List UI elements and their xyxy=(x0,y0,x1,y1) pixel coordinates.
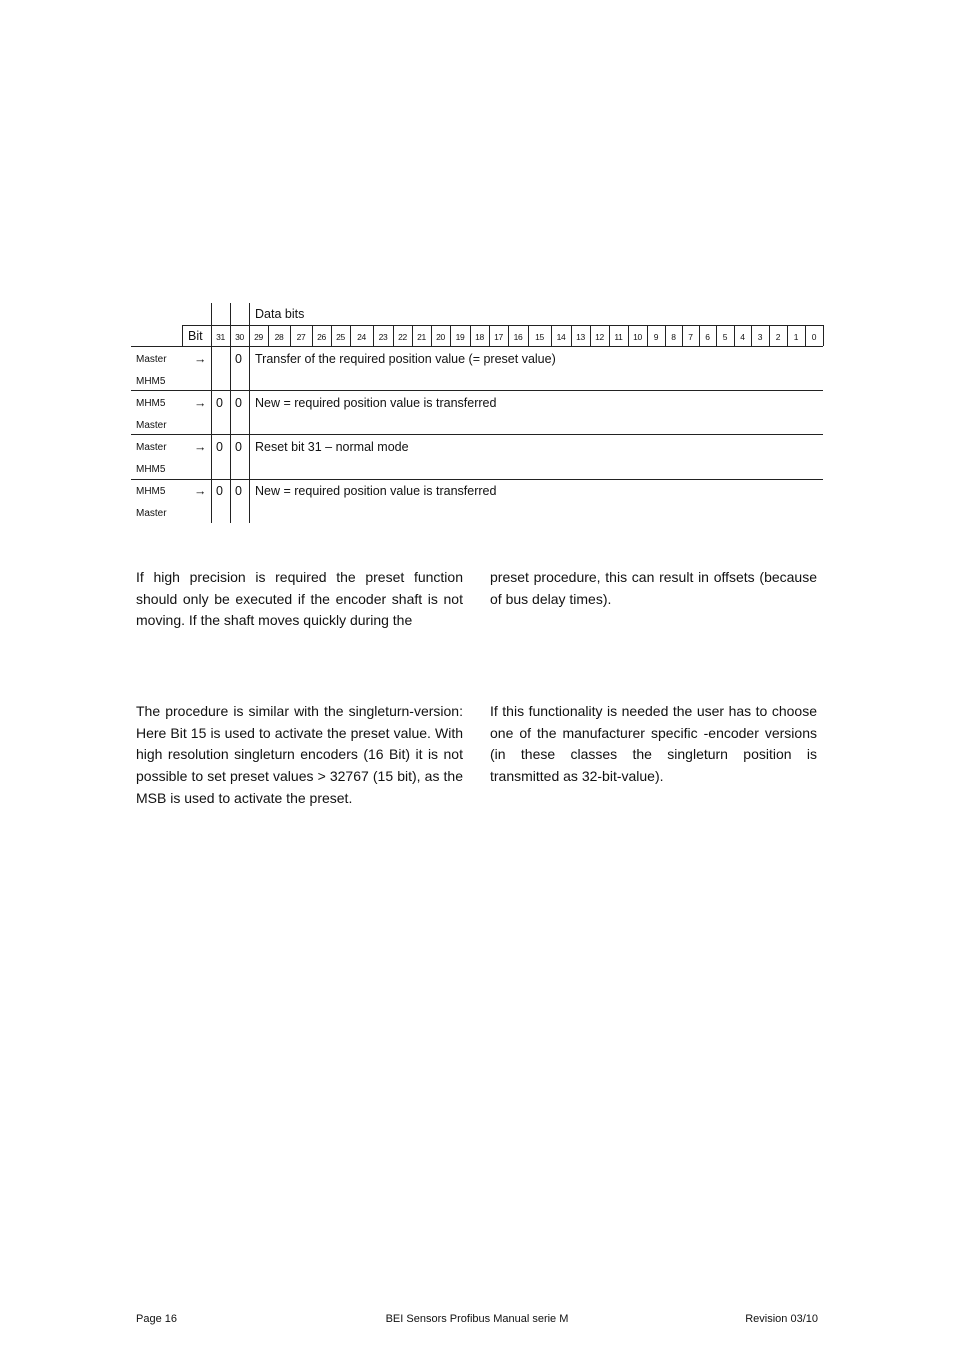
row-description: Transfer of the required position value (= preset value) xyxy=(255,352,556,366)
bit-number-label: 4 xyxy=(740,332,745,342)
row-to: Master xyxy=(136,420,167,431)
row-from: MHM5 xyxy=(136,398,166,409)
row-from: Master xyxy=(136,442,167,453)
bit-number-label: 5 xyxy=(722,332,728,342)
bit-number-label: 13 xyxy=(576,332,585,342)
bit30-value: 0 xyxy=(235,484,242,498)
bit-number-label: 18 xyxy=(475,332,484,342)
bit-number-label: 1 xyxy=(793,332,799,342)
row-divider xyxy=(131,390,823,391)
row-to: MHM5 xyxy=(136,376,166,387)
bit31-value: 0 xyxy=(216,440,223,454)
bit-number-label: 20 xyxy=(436,332,445,342)
bit30-value: 0 xyxy=(235,352,242,366)
row-to: Master xyxy=(136,508,167,519)
bit-number-label: 9 xyxy=(653,332,659,342)
row-from: Master xyxy=(136,354,167,365)
bit-header: Bit xyxy=(188,329,203,343)
bit-number-label: 8 xyxy=(671,332,676,342)
bit-number-label: 31 xyxy=(216,332,225,342)
footer-title: BEI Sensors Profibus Manual serie M xyxy=(385,1313,569,1325)
bit-number-label: 6 xyxy=(705,332,710,342)
bit-number-label: 22 xyxy=(398,332,407,342)
row-description: Reset bit 31 – normal mode xyxy=(255,440,409,454)
bit30-value: 0 xyxy=(235,396,242,410)
bit-number-label: 17 xyxy=(494,332,503,342)
bit-number-label: 26 xyxy=(317,332,326,342)
arrow-right-icon: → xyxy=(194,352,207,366)
bit-number-label: 24 xyxy=(357,332,366,342)
arrow-right-icon: → xyxy=(194,396,207,410)
bit-column-separator xyxy=(823,325,824,346)
bit-number-label: 21 xyxy=(417,332,426,342)
paragraph-precision-right: preset procedure, this can result in offsets (because of bus delay times). xyxy=(490,569,817,607)
bit-number-label: 0 xyxy=(811,332,817,342)
bit30-value: 0 xyxy=(235,440,242,454)
footer-revision: Revision 03/10 xyxy=(745,1313,818,1325)
bit-number-label: 11 xyxy=(614,332,623,342)
bit-number-label: 27 xyxy=(296,332,306,342)
bit-number-label: 3 xyxy=(757,332,763,342)
bit-number-label: 25 xyxy=(336,332,345,342)
row-divider xyxy=(131,479,823,480)
header-divider-left xyxy=(182,325,249,326)
bit-label-border xyxy=(182,325,183,346)
paragraph-singleturn-right: If this functionality is needed the user has to choose one of the manufacturer specific -encoder versions (in these classes the singleturn position is transmitted as 32-bit-value). xyxy=(490,703,817,785)
bit-number-label: 16 xyxy=(513,332,523,342)
bit-number-label: 15 xyxy=(535,332,544,342)
bit-number-label: 19 xyxy=(455,332,465,342)
bit-number-label: 12 xyxy=(595,332,604,342)
bit31-value: 0 xyxy=(216,484,223,498)
row-to: MHM5 xyxy=(136,464,166,475)
bit-number-label: 2 xyxy=(775,332,781,342)
header-bottom-line xyxy=(131,346,823,347)
bit-number-label: 28 xyxy=(274,332,284,342)
row-description: New = required position value is transferred xyxy=(255,396,497,410)
bit-number-label: 23 xyxy=(378,332,388,342)
arrow-right-icon: → xyxy=(194,484,207,498)
row-description: New = required position value is transferred xyxy=(255,484,497,498)
bit-number-label: 14 xyxy=(556,332,566,342)
bit-number-label: 30 xyxy=(235,332,244,342)
arrow-right-icon: → xyxy=(194,440,207,454)
header-divider xyxy=(249,325,823,326)
bit-number-label: 29 xyxy=(254,332,263,342)
paragraph-precision-left: If high precision is required the preset function should only be executed if the encoder shaft is not moving. If the shaft moves quickly during the xyxy=(136,569,463,629)
data-bits-header: Data bits xyxy=(255,307,305,321)
row-divider xyxy=(131,434,823,435)
row-from: MHM5 xyxy=(136,486,166,497)
bit-number-label: 7 xyxy=(688,332,693,342)
footer-page-number: Page 16 xyxy=(136,1313,177,1325)
bit31-value: 0 xyxy=(216,396,223,410)
paragraph-singleturn-left: The procedure is similar with the singleturn-version: Here Bit 15 is used to activate the preset value. With high resolution singleturn encoders (16 Bit) it is not possible to set preset values > 32767 (15 bit), as the MSB is used to activate the preset. xyxy=(136,703,463,806)
bit-number-label: 10 xyxy=(633,332,642,342)
